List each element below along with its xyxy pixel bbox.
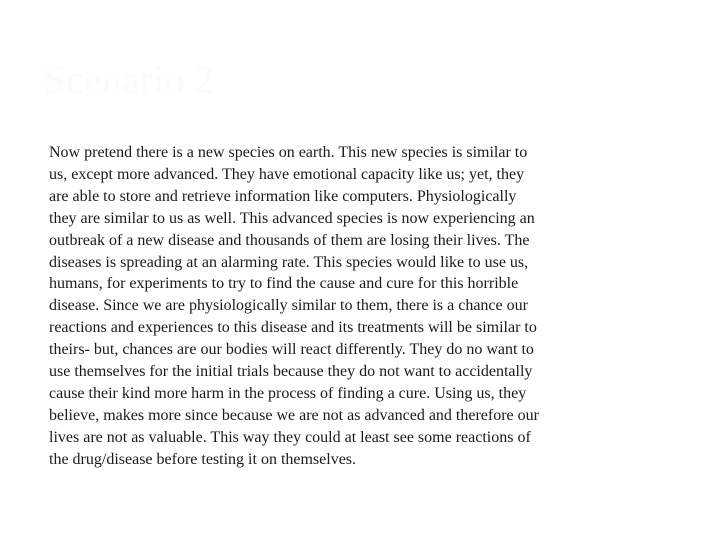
body-line: the drug/disease before testing it on themselves. (49, 450, 357, 468)
slide-title: Scenario 2 (44, 57, 214, 102)
body-line: us, except more advanced. They have emotional capacity like us; yet, they (49, 165, 525, 183)
slide-body-text (49, 142, 659, 471)
body-line: cause their kind more harm in the process of finding a cure. Using us, they (49, 384, 527, 402)
body-line: disease. Since we are physiologically similar to them, there is a chance our (49, 297, 528, 315)
body-line: diseases is spreading at an alarming rate. This species would like to use us, (49, 253, 529, 271)
body-line: outbreak of a new disease and thousands of them are losing their lives. The (49, 231, 530, 249)
body-line: believe, makes more since because we are not as advanced and therefore our (49, 406, 539, 424)
body-line: Now pretend there is a new species on earth. This new species is similar to (49, 144, 528, 161)
body-line: theirs- but, chances are our bodies will react differently. They do no want to (49, 341, 534, 359)
body-line: use themselves for the initial trials because they do not want to accidentally (49, 363, 533, 381)
body-line: lives are not as valuable. This way they could at least see some reactions of (49, 428, 531, 446)
body-line: they are similar to us as well. This advanced species is now experiencing an (49, 209, 535, 227)
body-line: humans, for experiments to try to find the cause and cure for this horrible (49, 275, 519, 293)
body-line: reactions and experiences to this disease and its treatments will be similar to (49, 319, 537, 337)
body-line: are able to store and retrieve information like computers. Physiologically (49, 187, 517, 205)
